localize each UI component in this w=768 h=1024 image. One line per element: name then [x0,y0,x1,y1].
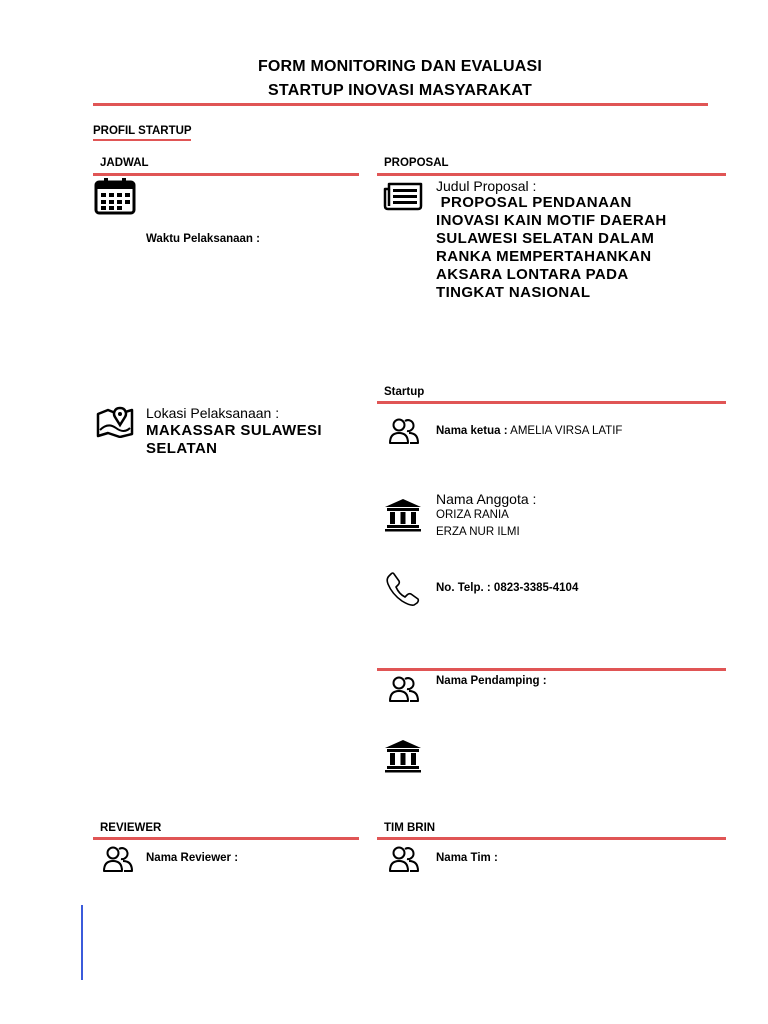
nama-ketua-name: AMELIA VIRSA LATIF [507,425,623,437]
proposal-divider [377,173,726,176]
profil-startup-heading: PROFIL STARTUP [93,125,192,137]
form-title-line1: FORM MONITORING DAN EVALUASI [257,58,543,75]
nama-anggota-label: Nama Anggota : [436,491,537,507]
judul-proposal-line: PROPOSAL PENDANAAN [436,194,632,211]
nama-tim-label: Nama Tim : [436,852,498,864]
lokasi-value-line1: MAKASSAR SULAWESI [146,422,322,439]
nama-pendamping-label: Nama Pendamping : [436,675,547,687]
phone-icon [386,572,420,606]
no-telp-text [436,582,578,594]
profil-underline [93,139,191,141]
text-cursor [81,905,83,980]
judul-proposal-line: AKSARA LONTARA PADA [436,266,629,283]
tim-brin-heading: TIM BRIN [384,822,436,834]
judul-proposal-line: TINGKAT NASIONAL [436,284,591,301]
calendar-icon [94,177,136,215]
judul-proposal-line: INOVASI KAIN MOTIF DAERAH [436,212,667,229]
jadwal-heading: JADWAL [100,157,149,169]
users-icon [388,675,420,703]
jadwal-divider [93,173,359,176]
map-location-icon [96,406,134,438]
users-icon [388,845,420,873]
nama-ketua-text [436,425,622,437]
nama-reviewer-label: Nama Reviewer : [146,852,239,864]
lokasi-pelaksanaan-label: Lokasi Pelaksanaan : [146,405,280,421]
anggota-name: ORIZA RANIA [436,509,509,521]
judul-proposal-label: Judul Proposal : [436,178,537,194]
no-telp-value: 0823-3385-4104 [490,582,579,594]
reviewer-divider [93,837,359,840]
form-title-line2: STARTUP INOVASI MASYARAKAT [268,82,532,99]
institution-icon [384,498,422,532]
startup-divider [377,401,726,404]
nama-ketua-label: Nama ketua : [436,425,508,437]
judul-proposal-line: RANKA MEMPERTAHANKAN [436,248,652,265]
tim-brin-divider [377,837,726,840]
anggota-name: ERZA NUR ILMI [436,526,520,538]
users-icon [102,845,134,873]
institution-icon [384,739,422,773]
newspaper-icon [383,181,423,211]
proposal-heading: PROPOSAL [384,157,449,169]
judul-proposal-line: SULAWESI SELATAN DALAM [436,230,655,247]
startup-heading: Startup [384,386,425,398]
pendamping-divider [377,668,726,671]
users-icon [388,417,420,445]
lokasi-value-line2: SELATAN [146,440,218,457]
no-telp-label: No. Telp. : [436,582,491,594]
waktu-pelaksanaan-label: Waktu Pelaksanaan : [146,233,260,245]
title-divider [93,103,708,106]
nama-ketua-value [436,425,622,437]
reviewer-heading: REVIEWER [100,822,162,834]
